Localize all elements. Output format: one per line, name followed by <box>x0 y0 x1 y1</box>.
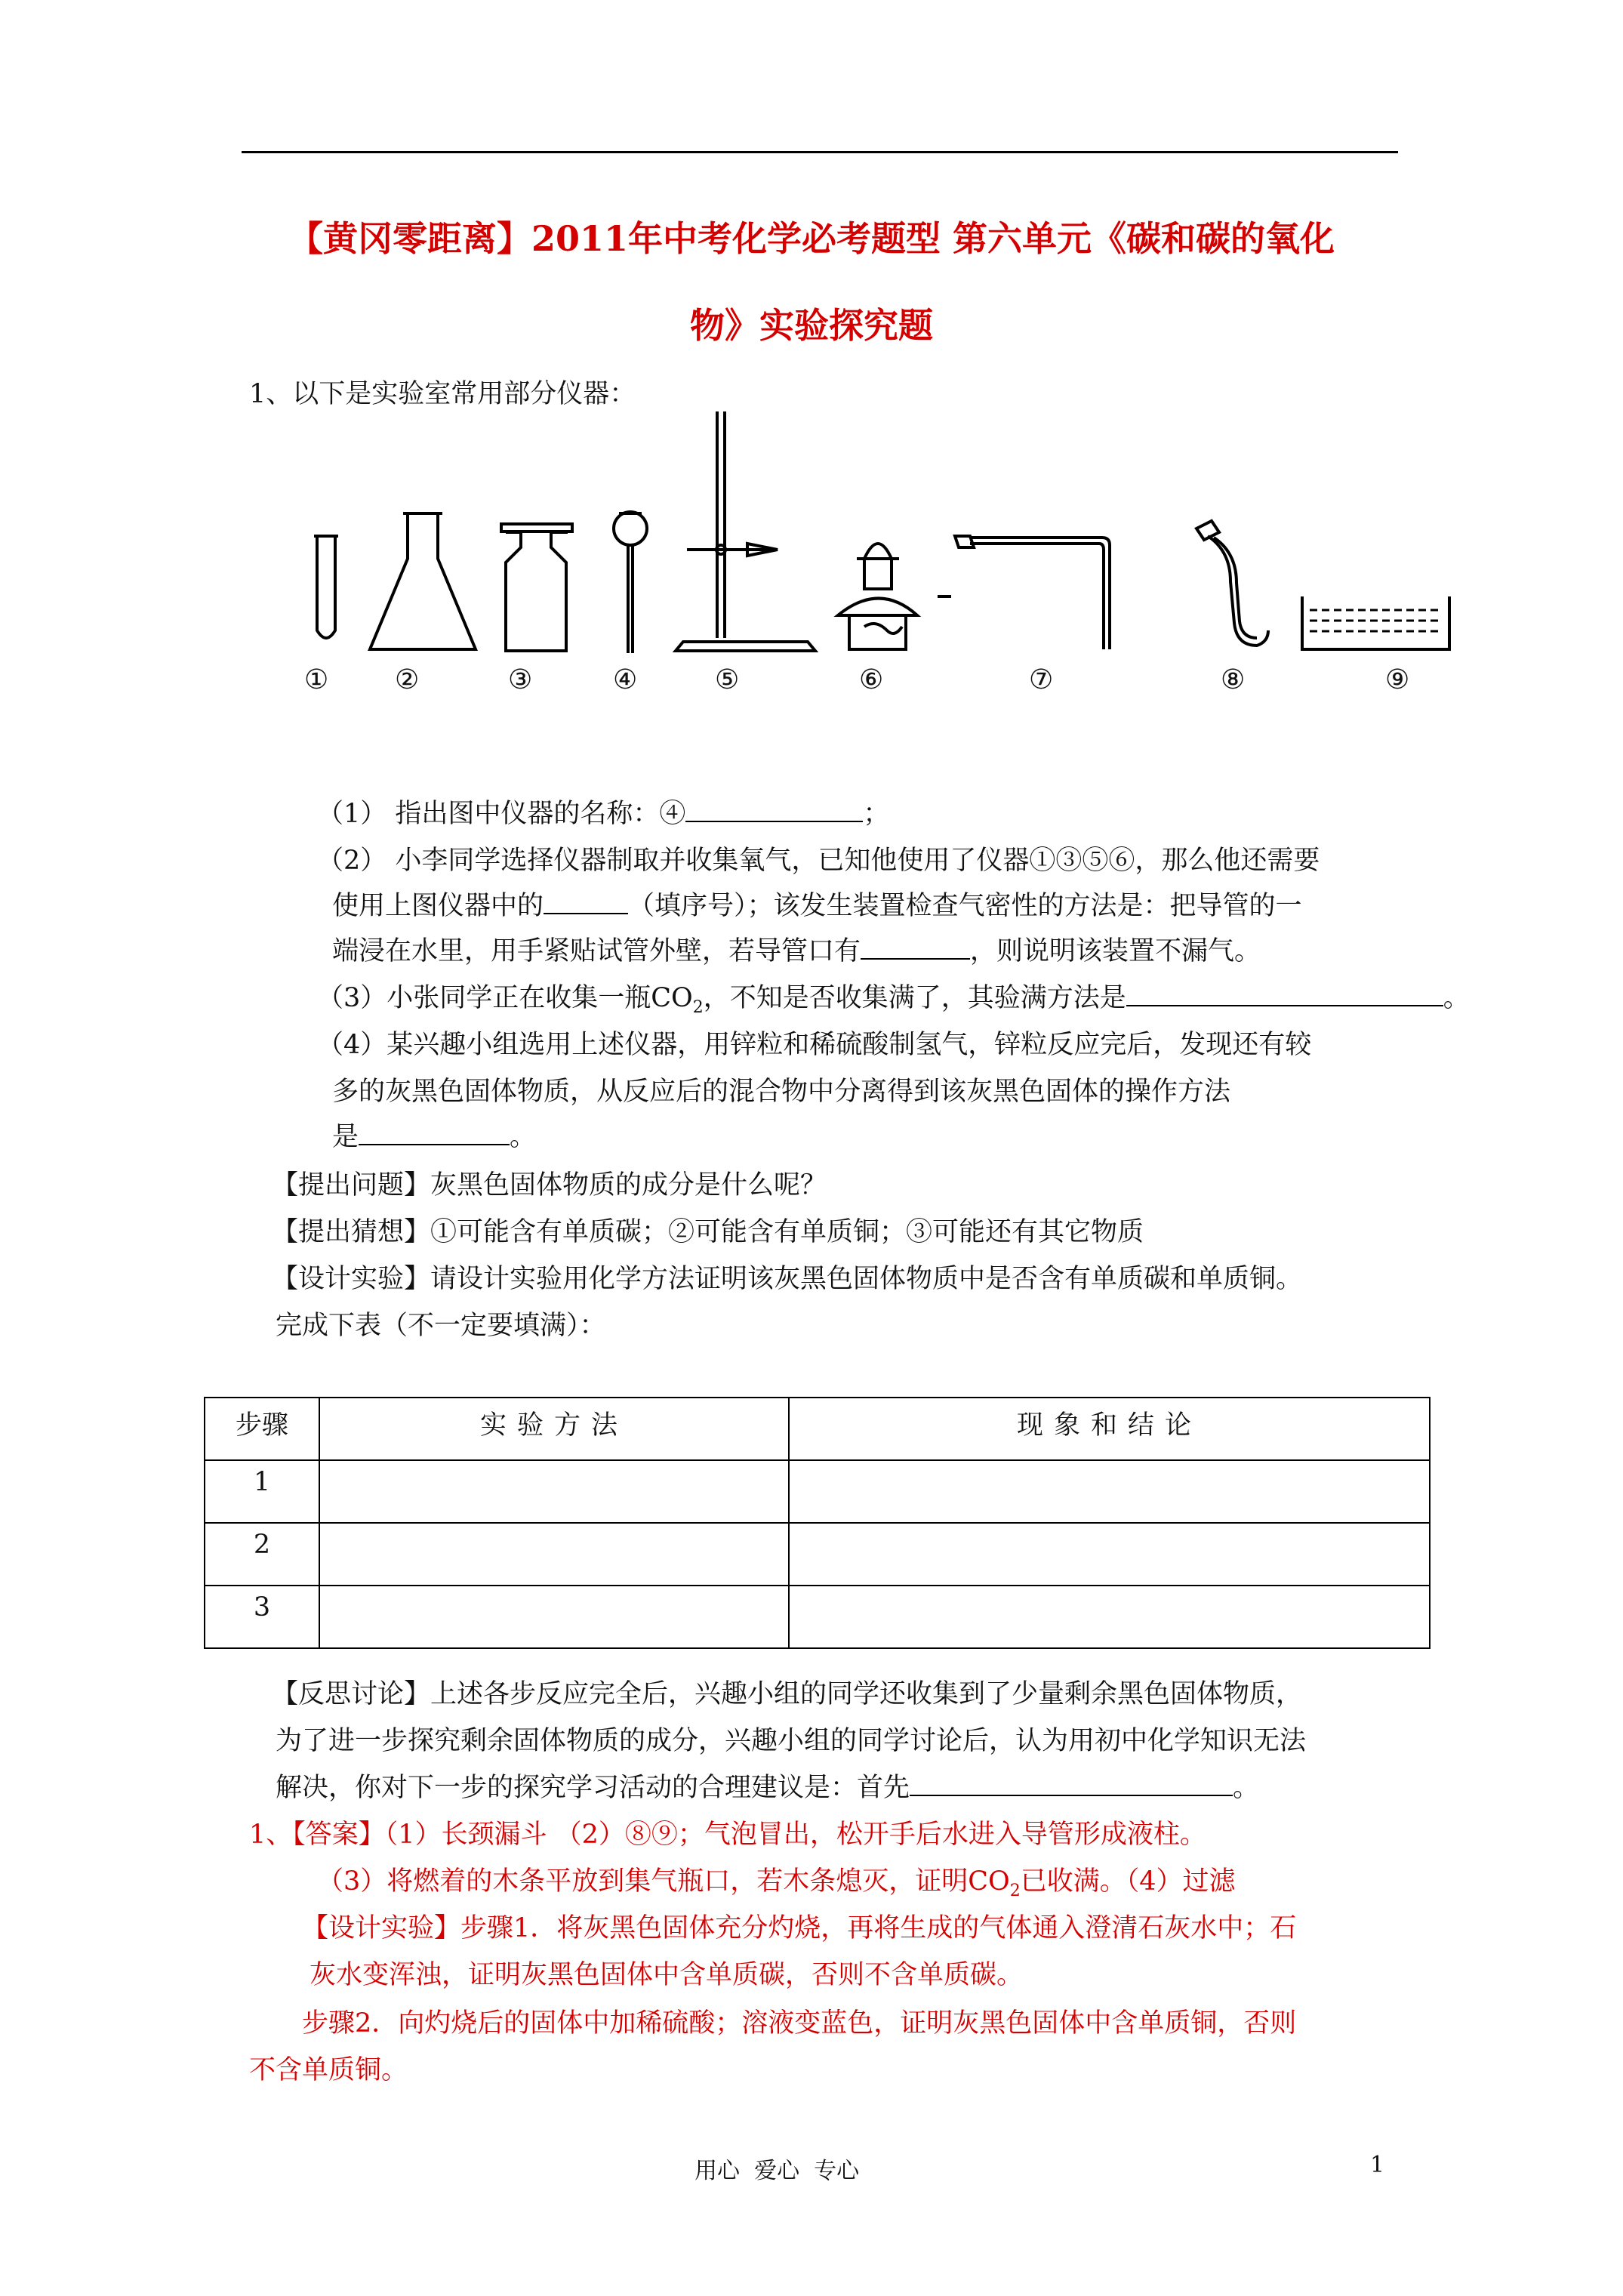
subquestion-2-line2: 使用上图仪器中的 （填序号）；该发生装置检查气密性的方法是：把导管的一 <box>332 891 1302 921</box>
answer-blank-2b[interactable] <box>861 935 970 960</box>
answer-blank-1[interactable] <box>685 798 863 822</box>
hypothesis: 【提出猜想】①可能含有单质碳；②可能含有单质铜；③可能还有其它物质 <box>272 1217 1144 1247</box>
apparatus-label-9: ⑨ <box>1385 664 1410 695</box>
page-title-line1: 【黄冈零距离】2011年中考化学必考题型 第六单元《碳和碳的氧化 <box>288 218 1335 259</box>
table-row <box>205 1523 1430 1586</box>
apparatus-illustration <box>294 408 1502 710</box>
question-1-intro: 1、以下是实验室常用部分仪器： <box>249 379 636 409</box>
table-header-result: 现象和结论 <box>789 1398 1430 1460</box>
answer-line5: 步骤2．向灼烧后的固体中加稀硫酸；溶液变蓝色，证明灰黑色固体中含单质铜，否则 <box>302 2008 1297 2039</box>
answer-line1: 1、【答案】（1）长颈漏斗 （2）⑧⑨；气泡冒出，松开手后水进入导管形成液柱。 <box>249 1820 1206 1850</box>
design-experiment: 【设计实验】请设计实验用化学方法证明该灰黑色固体物质中是否含有单质碳和单质铜。 <box>272 1264 1303 1294</box>
table-cell-result[interactable] <box>789 1460 1430 1523</box>
apparatus-label-6: ⑥ <box>859 664 884 695</box>
apparatus-label-4: ④ <box>613 664 638 695</box>
reflect-line2: 为了进一步探究剩余固体物质的成分，兴趣小组的同学讨论后，认为用初中化学知识无法 <box>276 1726 1307 1756</box>
answer-blank-5[interactable] <box>910 1772 1233 1796</box>
subquestion-4-line1: （4）某兴趣小组选用上述仪器，用锌粒和稀硫酸制氢气，锌粒反应完后，发现还有较 <box>317 1030 1312 1060</box>
table-header-method: 实验方法 <box>319 1398 789 1460</box>
table-cell-step: 1 <box>205 1460 319 1523</box>
table-cell-result[interactable] <box>789 1523 1430 1586</box>
subquestion-2-line3: 端浸在水里，用手紧贴试管外壁，若导管口有 ，则说明该装置不漏气。 <box>332 936 1261 966</box>
table-row <box>205 1586 1430 1648</box>
header-rule <box>242 151 1398 153</box>
apparatus-label-7: ⑦ <box>1029 664 1054 695</box>
apparatus-label-2: ② <box>395 664 420 695</box>
raise-question: 【提出问题】灰黑色固体物质的成分是什么呢？ <box>272 1170 827 1200</box>
reflect-line3: 解决，你对下一步的探究学习活动的合理建议是：首先 。 <box>276 1773 1260 1803</box>
subquestion-4-line2: 多的灰黑色固体物质，从反应后的混合物中分离得到该灰黑色固体的操作方法 <box>332 1077 1231 1107</box>
answer-line2: （3）将燃着的木条平放到集气瓶口，若木条熄灭，证明$CO_2$已收满。（4）过滤 <box>317 1866 1236 1900</box>
apparatus-label-3: ③ <box>508 664 533 695</box>
table-cell-step: 3 <box>205 1586 319 1648</box>
table-header-row <box>205 1398 1430 1460</box>
apparatus-label-1: ① <box>304 664 329 695</box>
subquestion-3: （3）小张同学正在收集一瓶$CO_2$，不知是否收集满了，其验满方法是 。 <box>317 983 1470 1017</box>
water-trough-icon <box>1302 596 1449 649</box>
footer-motto: 用心 爱心 专心 <box>694 2158 860 2184</box>
reflect-line1: 【反思讨论】上述各步反应完全后，兴趣小组的同学还收集到了少量剩余黑色固体物质， <box>272 1679 1303 1709</box>
answer-blank-3[interactable] <box>1126 982 1443 1006</box>
table-cell-method[interactable] <box>319 1460 789 1523</box>
answer-blank-4[interactable] <box>359 1121 510 1145</box>
gas-jar-icon <box>506 532 568 651</box>
apparatus-label-8: ⑧ <box>1221 664 1246 695</box>
page-title-line2: 物》实验探究题 <box>690 305 933 346</box>
answer-line3: 【设计实验】步骤1．将灰黑色固体充分灼烧，再将生成的气体通入澄清石灰水中；石 <box>302 1913 1297 1943</box>
table-cell-method[interactable] <box>319 1523 789 1586</box>
subquestion-4-line3: 是 。 <box>332 1122 537 1152</box>
table-cell-step: 2 <box>205 1523 319 1586</box>
subquestion-1: （1） 指出图中仪器的名称：④ ； <box>317 799 890 829</box>
answer-line6: 不含单质铜。 <box>249 2055 408 2085</box>
table-row <box>205 1460 1430 1523</box>
answer-line4: 灰水变浑浊，证明灰黑色固体中含单质碳，否则不含单质碳。 <box>310 1960 1024 1990</box>
design-experiment-note: 完成下表（不一定要填满）： <box>276 1311 606 1341</box>
experiment-table <box>204 1397 1431 1649</box>
conical-flask-icon <box>370 513 476 649</box>
test-tube-icon <box>317 536 335 638</box>
table-cell-result[interactable] <box>789 1586 1430 1648</box>
page-number: 1 <box>1370 2152 1385 2178</box>
table-cell-method[interactable] <box>319 1586 789 1648</box>
answer-blank-2a[interactable] <box>544 890 628 914</box>
table-header-step: 步骤 <box>205 1398 319 1460</box>
apparatus-label-5: ⑤ <box>715 664 740 695</box>
subquestion-2-line1: （2） 小李同学选择仪器制取并收集氧气，已知他使用了仪器①③⑤⑥，那么他还需要 <box>317 846 1320 876</box>
long-neck-funnel-icon <box>614 512 647 545</box>
